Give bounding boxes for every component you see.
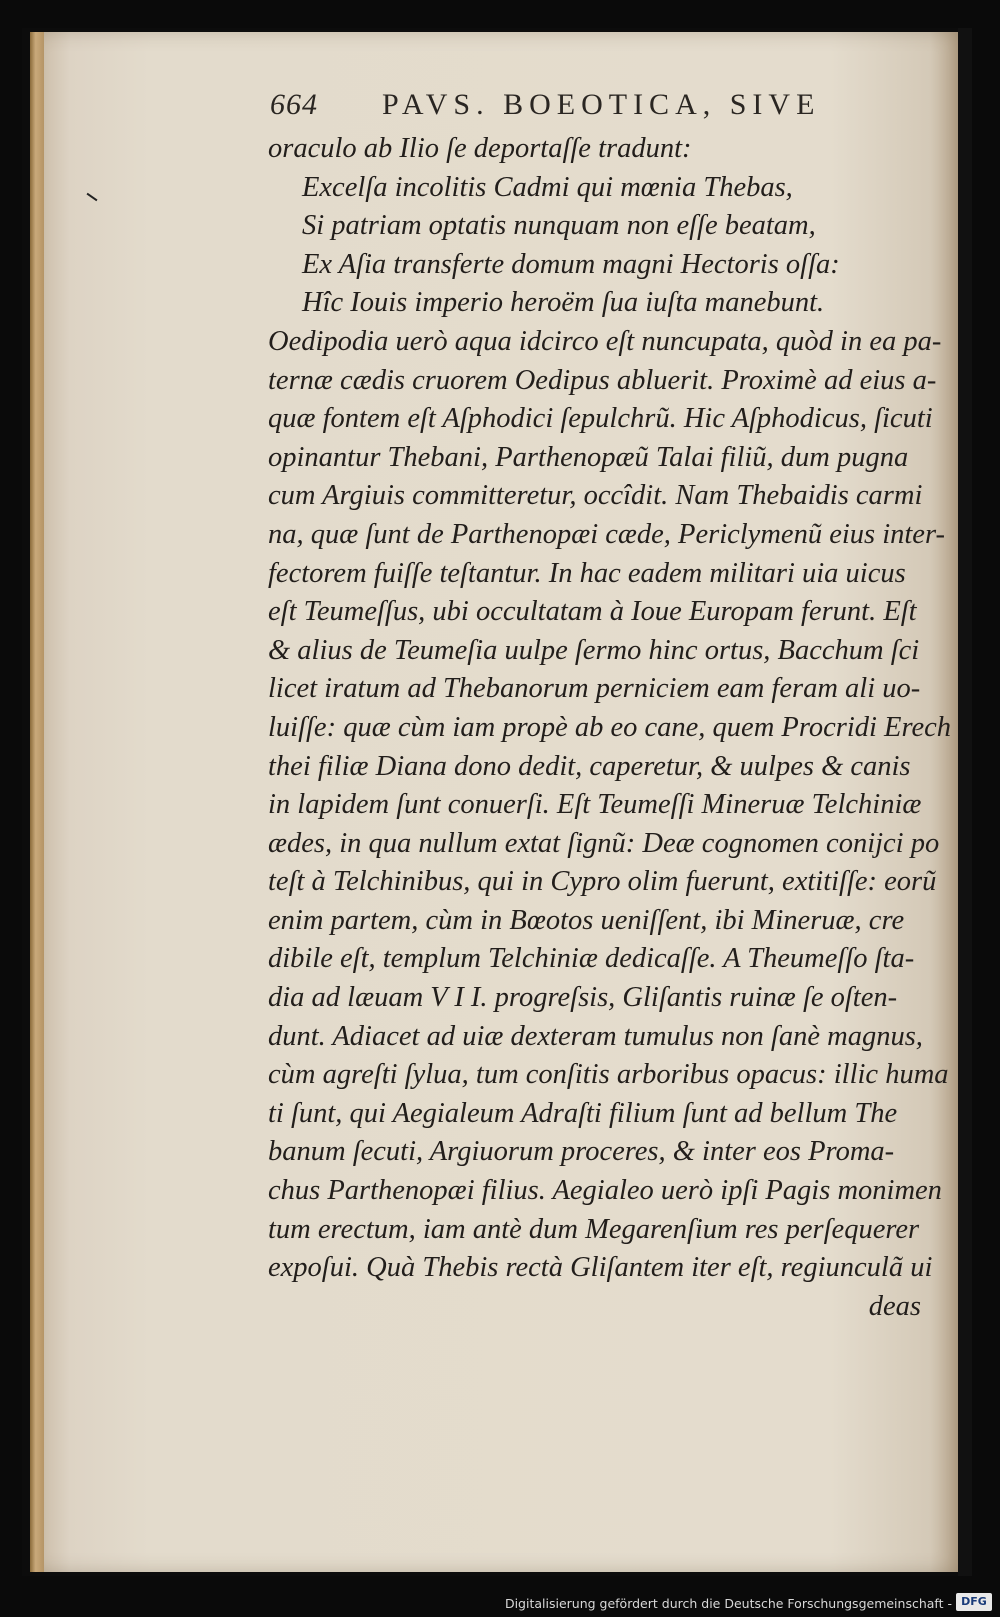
text-line: enim partem, cùm in Bœotos ueniſſent, ibi Mineruæ, cre (268, 904, 905, 936)
text-line: expoſui. Quà Thebis rectà Gliſantem iter eſt, regiunculã ui (268, 1252, 933, 1284)
text-line: cùm agreſti ſylua, tum conſitis arboribus opacus: illic huma (268, 1059, 949, 1091)
scan-right-border (958, 28, 972, 1576)
text-line: fectorem fuiſſe teſtantur. In hac eadem militari uia uicus (268, 557, 906, 589)
text-line: luiſſe: quæ cùm iam propè ab eo cane, quem Procridi Erech (268, 711, 952, 743)
text-line: dibile eſt, templum Telchiniæ dedicaſſe. A Theumeſſo ſta- (268, 943, 915, 975)
catchword: deas (868, 1290, 921, 1322)
running-head (270, 88, 890, 128)
text-line: tum erectum, iam antè dum Megarenſium res perſequerer (268, 1213, 920, 1245)
text-line: & alius de Teumeſia uulpe ſermo hinc ortus, Bacchum ſci (268, 634, 920, 666)
text-line: eſt Teumeſſus, ubi occultatam à Ioue Europam ferunt. Eſt (268, 596, 917, 628)
text-line: in lapidem ſunt conuerſi. Eſt Teumeſſi Mineruæ Telchiniæ (268, 789, 922, 821)
text-line: banum ſecuti, Argiuorum proceres, & inter eos Proma- (268, 1136, 895, 1168)
footer-bar (0, 1590, 1000, 1617)
text-line: quæ fontem eſt Aſphodici ſepulchrũ. Hic Aſphodicus, ſicuti (268, 403, 933, 435)
dfg-logo-icon: DFG (956, 1593, 992, 1611)
text-line: oraculo ab Ilio ſe deportaſſe tradunt: (268, 133, 692, 164)
page-number: 664 (270, 88, 318, 121)
text-line: ædes, in qua nullum extat ſignũ: Deæ cognomen conijci po (268, 827, 940, 859)
text-line: cum Argiuis committeretur, occîdit. Nam Thebaidis carmi (268, 480, 923, 512)
verse-line: Hîc Iouis imperio heroëm ſua iuſta manebunt. (302, 287, 825, 319)
text-line: ternæ cædis cruorem Oedipus abluerit. Proximè ad eius a- (268, 364, 937, 396)
text-line: chus Parthenopæi filius. Aegialeo uerò ipſi Pagis monimen (268, 1175, 942, 1207)
text-line: teſt à Telchinibus, qui in Cypro olim fuerunt, extitiſſe: eorũ (268, 866, 937, 898)
text-line: Oedipodia uerò aqua idcirco eſt nuncupata, quòd in ea pa- (268, 325, 942, 357)
text-line: opinantur Thebani, Parthenopæũ Talai filiũ, dum pugna (268, 441, 909, 473)
verse-line: Si patriam optatis nunquam non eſſe beatam, (302, 210, 816, 242)
text-line: na, quæ ſunt de Parthenopæi cæde, Periclymenũ eius inter- (268, 518, 945, 550)
body-text (268, 130, 952, 1326)
verse-line: Excelſa incolitis Cadmi qui mœnia Thebas, (302, 171, 793, 203)
verse-line: Ex Aſia transferte domum magni Hectoris oſſa: (302, 248, 840, 280)
text-line: licet iratum ad Thebanorum perniciem eam feram ali uo- (268, 673, 921, 705)
funding-notice: Digitalisierung gefördert durch die Deutsche Forschungsgemeinschaft - (504, 1596, 952, 1611)
page-gutter-edge (30, 32, 44, 1572)
running-title: PAVS. BOEOTICA, SIVE (382, 88, 821, 121)
text-line: dunt. Adiacet ad uiæ dexteram tumulus non ſanè magnus, (268, 1020, 923, 1052)
text-line: thei filiæ Diana dono dedit, caperetur, & uulpes & canis (268, 750, 911, 782)
text-line: ti ſunt, qui Aegialeum Adraſti filium ſunt ad bellum The (268, 1097, 898, 1129)
text-line: dia ad læuam V I I. progreſsis, Gliſantis ruinæ ſe oſten- (268, 982, 898, 1014)
